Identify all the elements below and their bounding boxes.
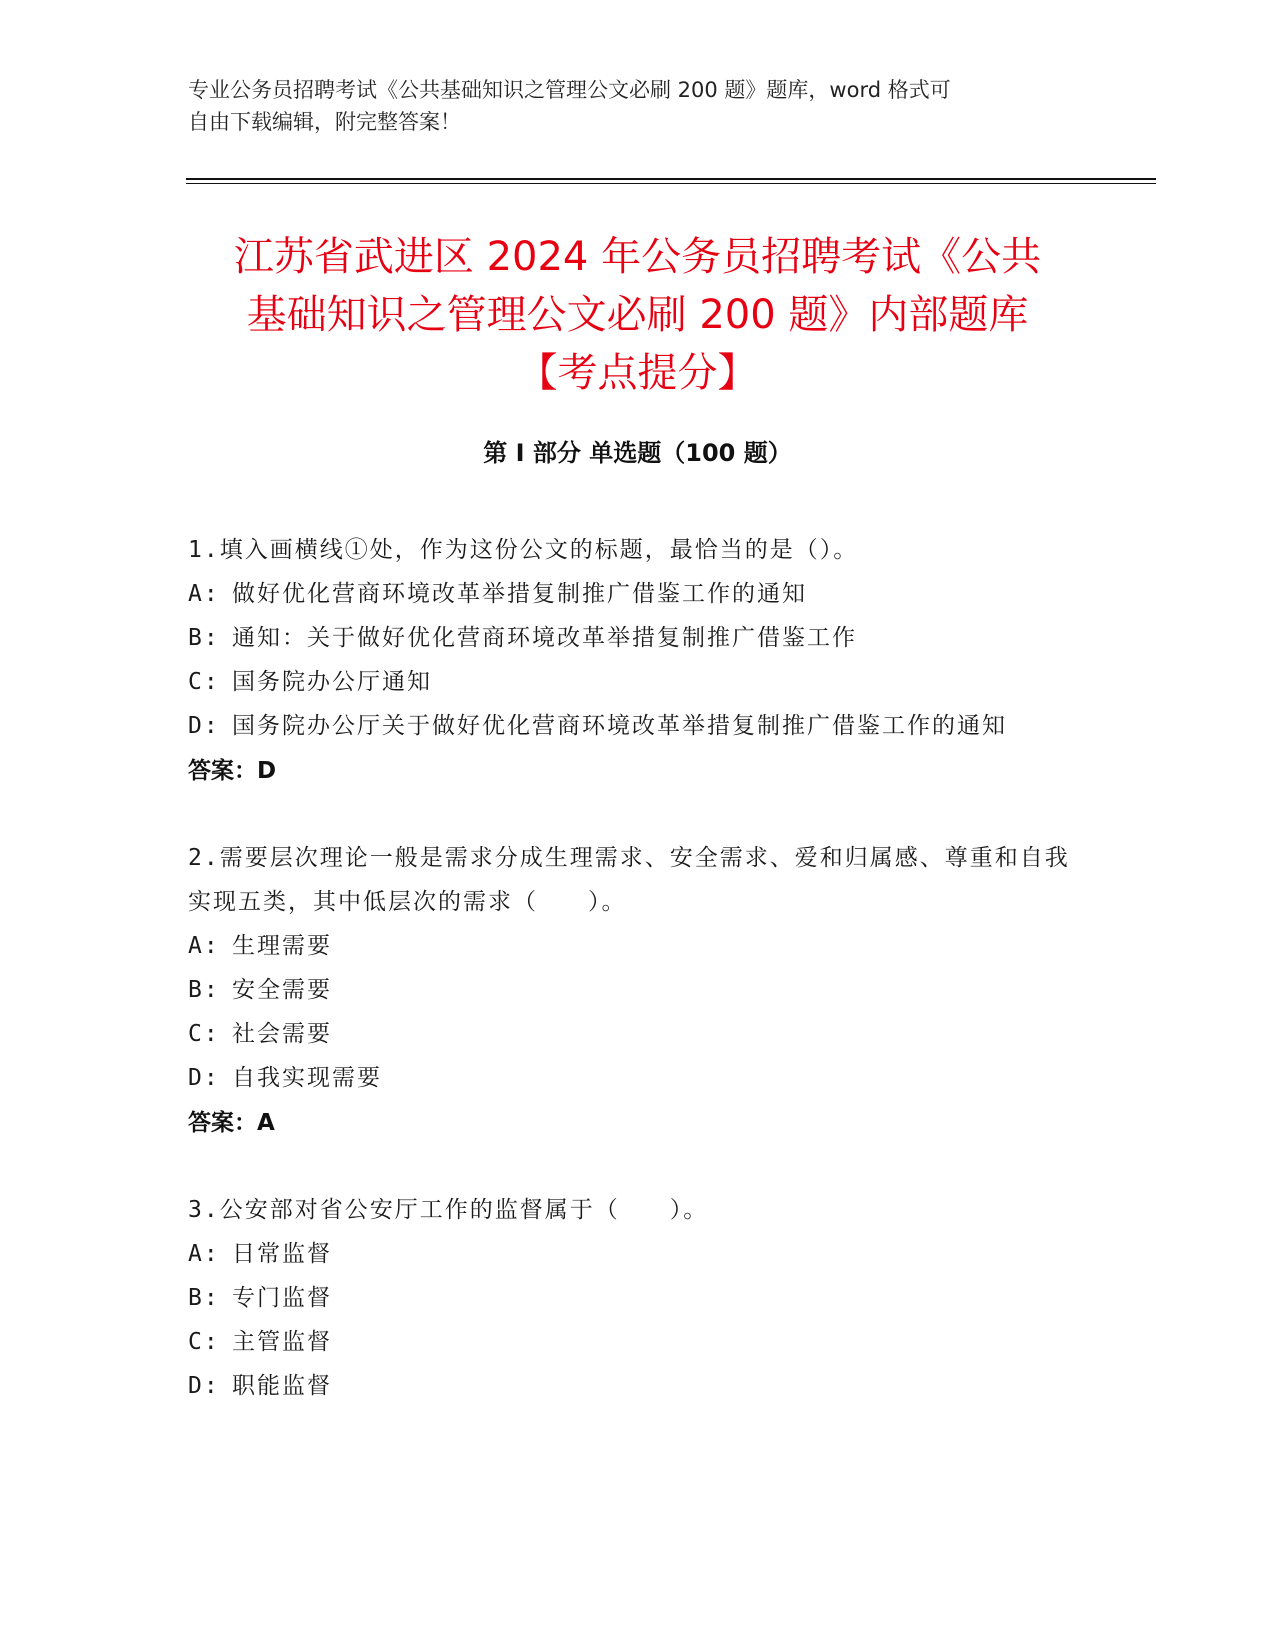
option-letter: A: [188, 1241, 220, 1267]
option-text: 社会需要 [232, 1021, 332, 1047]
option-b [188, 968, 1088, 1012]
option-letter: B: [188, 1285, 220, 1311]
title-line-1: 江苏省武进区 2024 年公务员招聘考试《公共 [233, 234, 1042, 280]
document-header [188, 74, 1088, 138]
option-d [188, 1056, 1088, 1100]
option-text: 做好优化营商环境改革举措复制推广借鉴工作的通知 [232, 581, 807, 607]
option-text: 日常监督 [232, 1241, 332, 1267]
option-text: 职能监督 [232, 1373, 332, 1399]
option-letter: D: [188, 713, 220, 739]
title-line-2: 基础知识之管理公文必刷 200 题》内部题库 [246, 292, 1029, 338]
question-text: 1.填入画横线①处，作为这份公文的标题，最恰当的是（）。 [188, 537, 859, 563]
header-line-1: 专业公务员招聘考试《公共基础知识之管理公文必刷 200 题》题库，word 格式可 [188, 78, 951, 102]
option-letter: B: [188, 625, 220, 651]
option-c [188, 1320, 1088, 1364]
section-heading: 第 I 部分 单选题（100 题） [483, 439, 792, 467]
option-text: 通知：关于做好优化营商环境改革举措复制推广借鉴工作 [232, 625, 857, 651]
option-letter: C: [188, 669, 220, 695]
option-letter: A: [188, 581, 220, 607]
option-a [188, 572, 1088, 616]
option-text: 生理需要 [232, 933, 332, 959]
question-text: 2.需要层次理论一般是需求分成生理需求、安全需求、爱和归属感、尊重和自我实现五类，其中低层次的需求（ ）。 [188, 845, 1070, 915]
answer: 答案：D [188, 758, 277, 784]
document-title [150, 228, 1125, 402]
question-1 [188, 528, 1088, 794]
option-text: 国务院办公厅关于做好优化营商环境改革举措复制推广借鉴工作的通知 [232, 713, 1007, 739]
question-list [188, 528, 1088, 1450]
option-letter: D: [188, 1065, 220, 1091]
option-letter: C: [188, 1021, 220, 1047]
option-text: 国务院办公厅通知 [232, 669, 432, 695]
option-c [188, 660, 1088, 704]
option-letter: A: [188, 933, 220, 959]
answer: 答案：A [188, 1110, 275, 1136]
question-3 [188, 1188, 1088, 1408]
option-d [188, 1364, 1088, 1408]
option-text: 安全需要 [232, 977, 332, 1003]
option-text: 自我实现需要 [232, 1065, 382, 1091]
option-text: 专门监督 [232, 1285, 332, 1311]
header-divider-thick [186, 178, 1156, 180]
title-line-3: 【考点提分】 [517, 350, 758, 396]
option-b [188, 1276, 1088, 1320]
question-2 [188, 836, 1088, 1146]
option-letter: D: [188, 1373, 220, 1399]
option-a [188, 1232, 1088, 1276]
option-d [188, 704, 1088, 748]
header-divider-thin [186, 183, 1156, 184]
option-letter: B: [188, 977, 220, 1003]
header-line-2: 自由下载编辑，附完整答案！ [188, 110, 461, 134]
option-b [188, 616, 1088, 660]
option-a [188, 924, 1088, 968]
option-c [188, 1012, 1088, 1056]
option-letter: C: [188, 1329, 220, 1355]
question-text: 3.公安部对省公安厅工作的监督属于（ ）。 [188, 1197, 709, 1223]
option-text: 主管监督 [232, 1329, 332, 1355]
